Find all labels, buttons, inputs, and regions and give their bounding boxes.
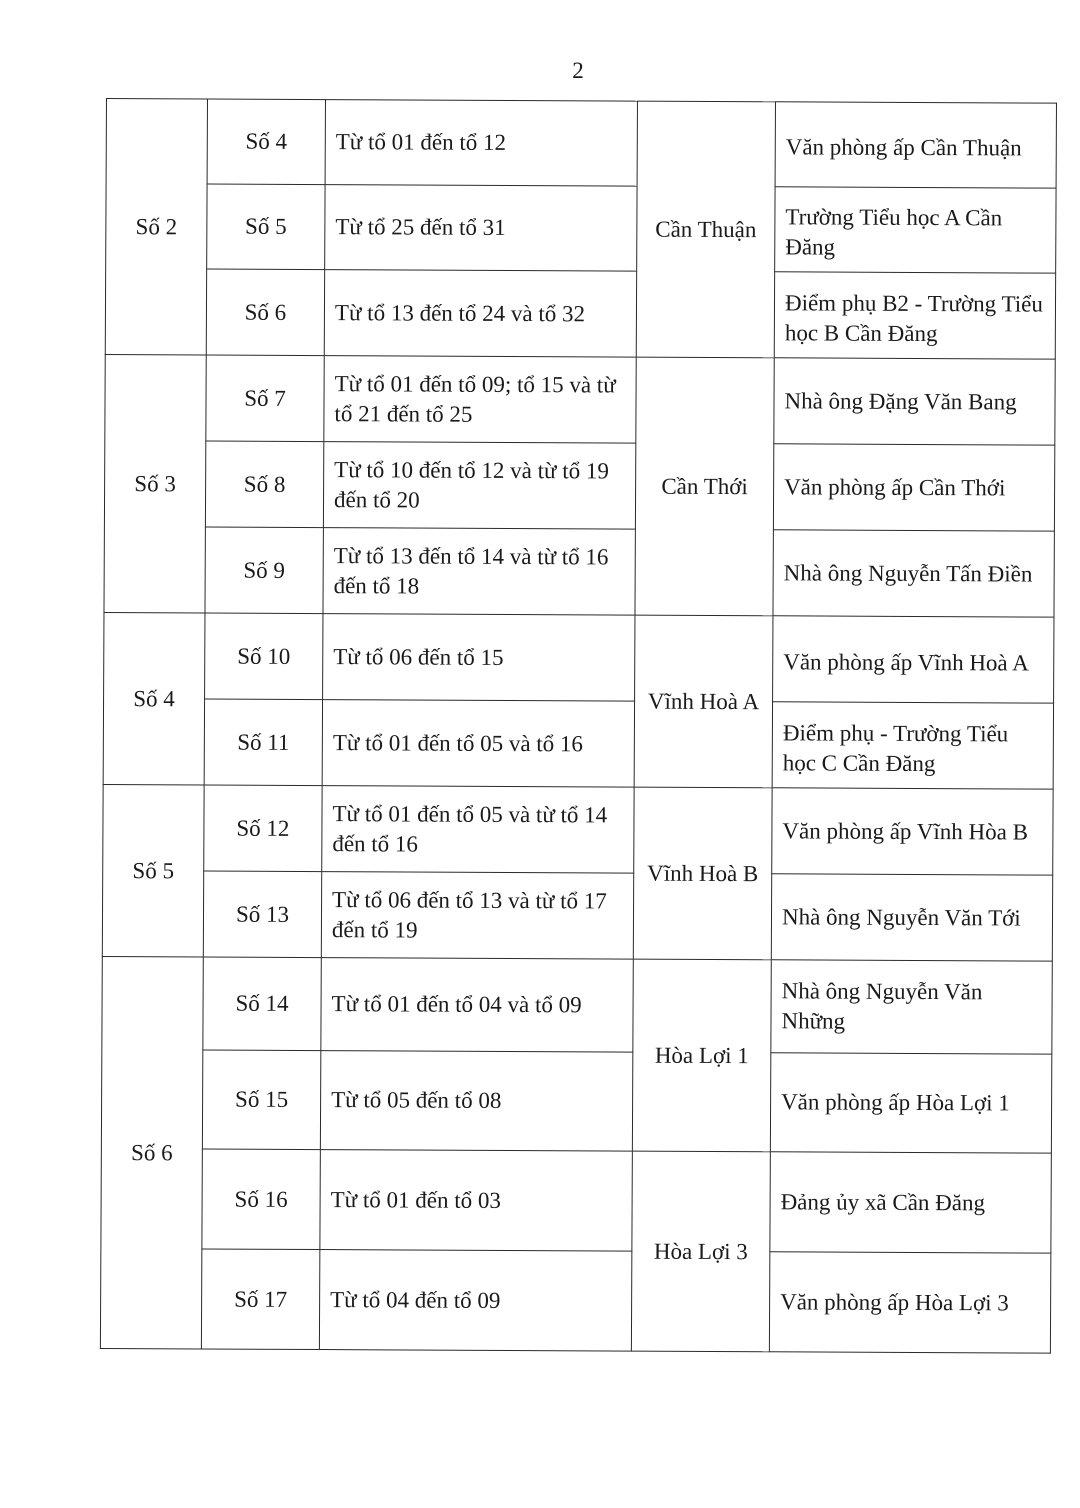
range-cell: Từ tổ 01 đến tổ 05 và từ tổ 14 đến tổ 16 xyxy=(322,786,634,874)
table-row xyxy=(101,1148,1051,1253)
polling-station-table xyxy=(100,98,1057,1354)
range-cell: Từ tổ 04 đến tổ 09 xyxy=(319,1250,631,1352)
location-cell: Điểm phụ B2 - Trường Tiểu học B Cần Đăng xyxy=(774,272,1055,359)
location-cell: Văn phòng ấp Vĩnh Hòa B xyxy=(772,788,1053,875)
location-cell: Nhà ông Nguyễn Văn Tới xyxy=(771,874,1052,961)
range-cell: Từ tổ 25 đến tổ 31 xyxy=(325,185,637,272)
table-row xyxy=(106,184,1056,274)
table-row xyxy=(101,1049,1051,1153)
table-row xyxy=(100,1248,1050,1353)
unit-cell: Số 5 xyxy=(102,784,204,956)
area-cell: Số 14 xyxy=(203,957,321,1051)
range-cell: Từ tổ 06 đến tổ 15 xyxy=(323,614,635,702)
hamlet-cell: Vĩnh Hoà A xyxy=(634,615,773,788)
area-cell: Số 11 xyxy=(204,699,322,786)
page-number: 2 xyxy=(572,58,584,83)
location-cell: Nhà ông Nguyễn Văn Những xyxy=(771,960,1052,1054)
range-cell: Từ tổ 01 đến tổ 04 và tổ 09 xyxy=(321,958,633,1053)
location-cell: Điểm phụ - Trường Tiểu học C Cần Đăng xyxy=(772,702,1053,789)
table-row xyxy=(103,698,1053,789)
range-cell: Từ tổ 01 đến tổ 05 và tổ 16 xyxy=(322,700,634,788)
range-cell: Từ tổ 01 đến tổ 03 xyxy=(320,1150,632,1252)
area-cell: Số 5 xyxy=(207,184,325,270)
hamlet-cell: Vĩnh Hoà B xyxy=(633,787,772,960)
range-cell: Từ tổ 06 đến tổ 13 và từ tổ 17 đến tổ 19 xyxy=(321,872,633,960)
table-row xyxy=(102,870,1052,961)
table-row xyxy=(105,354,1055,445)
area-cell: Số 8 xyxy=(205,441,323,528)
location-cell: Văn phòng ấp Vĩnh Hoà A xyxy=(773,616,1054,703)
unit-cell: Số 2 xyxy=(105,99,207,355)
unit-cell: Số 3 xyxy=(104,354,206,612)
area-cell: Số 15 xyxy=(202,1050,320,1150)
table-row xyxy=(106,99,1056,189)
location-cell: Văn phòng ấp Hòa Lợi 3 xyxy=(769,1252,1050,1353)
area-cell: Số 10 xyxy=(205,613,323,700)
area-cell: Số 6 xyxy=(206,269,324,356)
area-cell: Số 4 xyxy=(207,99,325,185)
table-row xyxy=(104,526,1054,617)
location-cell: Văn phòng ấp Hòa Lợi 1 xyxy=(770,1053,1051,1153)
range-cell: Từ tổ 13 đến tổ 24 và tổ 32 xyxy=(324,270,636,358)
location-cell: Nhà ông Nguyễn Tấn Điền xyxy=(773,530,1054,617)
table-row xyxy=(104,440,1054,531)
area-cell: Số 17 xyxy=(201,1249,319,1350)
location-cell: Văn phòng ấp Cần Thới xyxy=(773,444,1054,531)
area-cell: Số 9 xyxy=(205,527,323,614)
hamlet-cell: Hòa Lợi 3 xyxy=(631,1151,770,1352)
range-cell: Từ tổ 10 đến tổ 12 và từ tổ 19 đến tổ 20 xyxy=(323,442,635,530)
hamlet-cell: Hòa Lợi 1 xyxy=(632,959,771,1152)
location-cell: Nhà ông Đặng Văn Bang xyxy=(774,358,1055,445)
table-row xyxy=(103,784,1053,875)
table-row xyxy=(102,956,1052,1054)
location-cell: Văn phòng ấp Cần Thuận xyxy=(775,102,1056,188)
area-cell: Số 7 xyxy=(206,355,324,442)
range-cell: Từ tổ 01 đến tổ 09; tổ 15 và từ tổ 21 đến tổ 25 xyxy=(324,356,636,444)
hamlet-cell: Cần Thới xyxy=(635,357,774,616)
area-cell: Số 13 xyxy=(203,871,321,958)
hamlet-cell: Cần Thuận xyxy=(636,101,775,358)
unit-cell: Số 4 xyxy=(103,612,205,784)
table-row xyxy=(105,269,1055,360)
location-cell: Đảng ủy xã Cần Đăng xyxy=(770,1152,1051,1253)
range-cell: Từ tổ 01 đến tổ 12 xyxy=(325,100,637,187)
table-row xyxy=(104,612,1054,703)
unit-cell: Số 6 xyxy=(100,956,203,1348)
location-cell: Trường Tiểu học A Cần Đăng xyxy=(775,187,1056,273)
range-cell: Từ tổ 05 đến tổ 08 xyxy=(320,1051,632,1152)
range-cell: Từ tổ 13 đến tổ 14 và từ tổ 16 đến tổ 18 xyxy=(323,528,635,616)
area-cell: Số 12 xyxy=(204,785,322,872)
area-cell: Số 16 xyxy=(202,1149,320,1250)
